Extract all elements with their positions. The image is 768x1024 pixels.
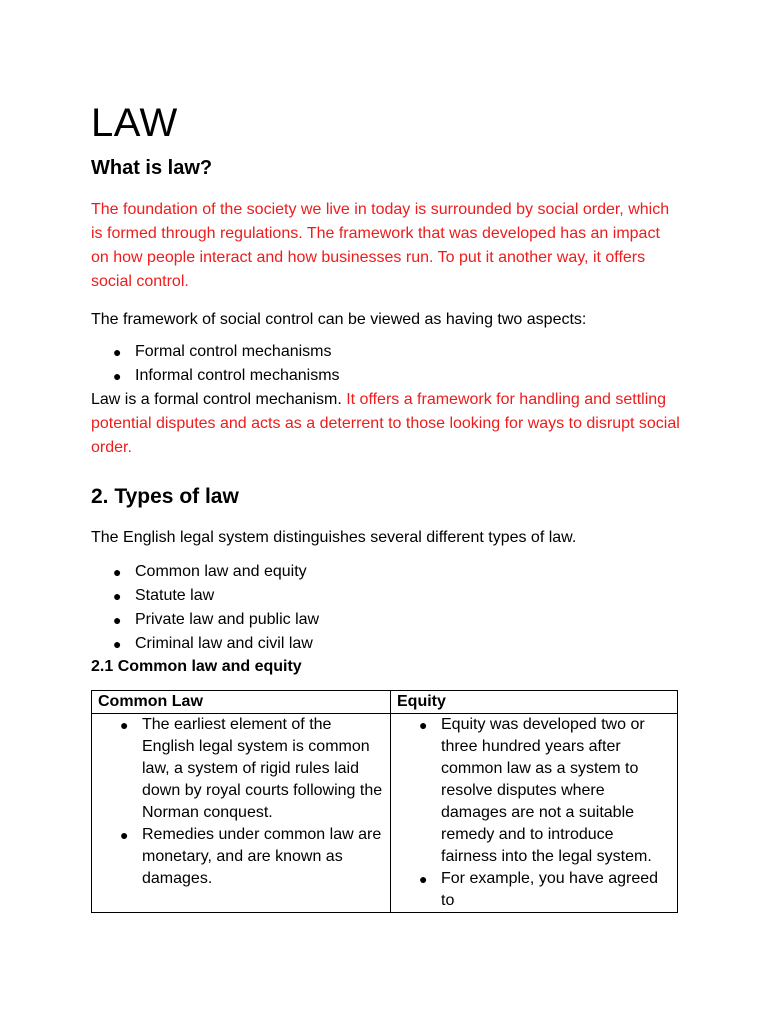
list-item: ● Statute law — [91, 584, 681, 608]
list-item: ● Informal control mechanisms — [91, 364, 681, 388]
equity-cell — [391, 714, 678, 913]
table-header-row — [92, 691, 678, 714]
formal-control-highlighted-text: It offers a framework for handling and settling potential disputes and acts as a deterrent to those looking for ways to disrupt social order. — [91, 391, 680, 456]
formal-control-paragraph — [91, 388, 681, 460]
document-content — [91, 96, 681, 913]
aspects-paragraph: The framework of social control can be viewed as having two aspects: — [91, 311, 587, 328]
bullet-icon: ● — [113, 564, 122, 580]
bullet-icon: ● — [113, 612, 122, 628]
types-list — [91, 560, 681, 656]
bullet-icon: ● — [120, 717, 129, 733]
bullet-icon: ● — [419, 717, 428, 733]
list-item: ● The earliest element of the English legal system is common law, a system of rigid rules laid down by royal courts following the Norman conquest. — [120, 716, 383, 821]
column-header-equity: Equity — [391, 691, 678, 714]
column-header-common-law: Common Law — [92, 691, 391, 714]
intro-paragraph-highlighted: The foundation of the society we live in today is surrounded by social order, which is formed through regulations. The framework that was developed has an impact on how people interact and how businesses run. To put it another way, it offers social control. — [91, 201, 670, 290]
common-law-cell — [92, 714, 391, 913]
common-law-equity-table — [91, 690, 678, 913]
bullet-icon: ● — [113, 588, 122, 604]
aspects-list — [91, 340, 681, 388]
list-item: ● For example, you have agreed to — [419, 870, 659, 909]
types-intro-paragraph: The English legal system distinguishes several different types of law. — [91, 529, 577, 546]
table-row — [92, 714, 678, 913]
types-of-law-heading: 2. Types of law — [91, 485, 239, 508]
bullet-icon: ● — [120, 827, 129, 843]
common-law-equity-heading: 2.1 Common law and equity — [91, 658, 302, 675]
list-item: ● Formal control mechanisms — [91, 340, 681, 364]
formal-control-text: Law is a formal control mechanism. — [91, 391, 347, 408]
document-title: LAW — [91, 101, 178, 145]
list-item: ● Common law and equity — [91, 560, 681, 584]
bullet-icon: ● — [113, 344, 122, 360]
what-is-law-heading: What is law? — [91, 157, 213, 179]
list-item: ● Remedies under common law are monetary, and are known as damages. — [120, 826, 382, 887]
list-item: ● Equity was developed two or three hundred years after common law as a system to resolve disputes where damages are not a suitable remedy and to introduce fairness into the legal system. — [419, 716, 652, 865]
list-item: ● Private law and public law — [91, 608, 681, 632]
bullet-icon: ● — [419, 871, 428, 887]
list-item: ● Criminal law and civil law — [91, 632, 681, 656]
bullet-icon: ● — [113, 636, 122, 652]
bullet-icon: ● — [113, 368, 122, 384]
